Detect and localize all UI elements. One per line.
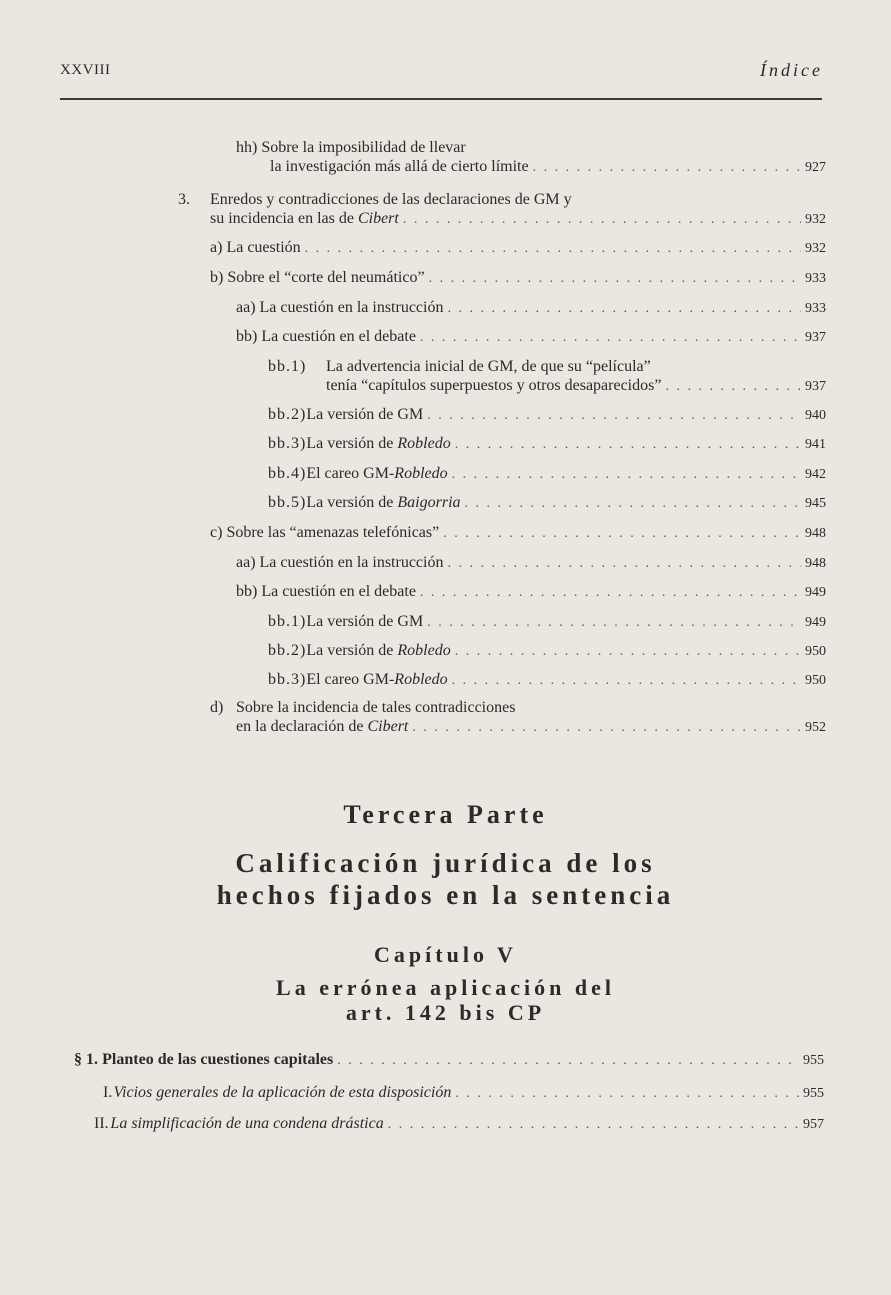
toc-text: La advertencia inicial de GM, de que su “película” [326,358,651,375]
toc-page: 933 [805,271,826,286]
section-label: I. [103,1084,113,1101]
leader-dots [429,269,801,288]
toc-entry-b [210,268,826,288]
section-text: Vicios generales de la aplicación de esta disposición [113,1084,452,1101]
toc-entry-a [210,238,826,258]
toc-page: 937 [805,330,826,345]
toc-text-italic: Robledo [397,435,451,452]
toc-entry-bb2-2 [268,641,826,661]
toc-text: La versión de [306,494,398,511]
toc-page: 941 [805,437,826,452]
section-I [103,1084,824,1102]
chapter-title-line1: La errónea aplicación del [276,975,615,1000]
toc-entry-bb [236,327,826,347]
toc-text: la investigación más allá de cierto límite [270,158,529,175]
toc-text: en la declaración de [236,718,368,735]
toc-entry-bb2 [268,405,826,425]
section-text: La simplificación de una condena drástica [110,1115,384,1132]
section-page: 955 [803,1053,824,1068]
toc-label: d) [210,699,224,716]
toc-page: 932 [805,241,826,256]
toc-entry-bb3 [268,434,826,454]
toc-page: 942 [805,467,826,482]
leader-dots [452,671,801,690]
toc-text: La cuestión en el debate [261,583,416,600]
section-label: II. [94,1115,109,1132]
leader-dots [403,210,801,229]
toc-text-italic: Baigorria [397,494,461,511]
page-number: XXVIII [60,62,111,78]
toc-label: bb.1) [268,613,307,630]
running-header-title: Índice [760,60,823,80]
toc-label: bb.2) [268,642,307,659]
section-page: 957 [803,1117,824,1132]
toc-text-italic: Robledo [394,671,448,688]
toc-page: 945 [805,496,826,511]
leader-dots [427,613,801,632]
toc-page: 933 [805,301,826,316]
leader-dots [533,158,801,177]
leader-dots [420,328,801,347]
toc-label: aa) [236,554,256,571]
toc-label: a) [210,239,223,256]
toc-page: 948 [805,556,826,571]
toc-text: Sobre la incidencia de tales contradicciones [236,699,516,716]
chapter-title-line2: art. 142 bis CP [345,1000,546,1025]
section-label: § 1. [74,1051,98,1068]
section-II [94,1115,824,1133]
toc-text-italic: Robledo [394,465,448,482]
toc-entry-3 [178,190,826,229]
toc-label: bb) [236,328,258,345]
toc-entry-bb3-2 [268,670,826,690]
leader-dots [427,406,801,425]
toc-text: La cuestión en el debate [261,328,416,345]
toc-label: bb.1) [268,358,307,375]
toc-label: b) [210,269,224,286]
toc-label: bb.2) [268,406,307,423]
toc-page: 949 [805,585,826,600]
toc-label: hh) [236,139,258,156]
toc-text: La cuestión en la instrucción [259,554,444,571]
toc-text: su incidencia en las de [210,210,358,227]
toc-page: 948 [805,526,826,541]
toc-label: c) [210,524,223,541]
leader-dots [443,524,801,543]
part-title-line1: Calificación jurídica de los [235,848,656,878]
toc-entry-aa-2 [236,553,826,573]
section-1 [74,1051,824,1069]
toc-text-italic: Cibert [357,210,399,227]
toc-entry-bb1-2 [268,612,826,632]
toc-text-italic: Cibert [367,718,409,735]
toc-text: La versión de GM [306,613,424,630]
toc-entry-aa [236,298,826,318]
part-title-line2: hechos fijados en la sentencia [216,880,675,910]
toc-entry-c [210,523,826,543]
toc-text: La versión de GM [306,406,424,423]
toc-entry-d [210,698,826,737]
leader-dots [305,239,801,258]
leader-dots [337,1053,799,1069]
toc-text: El careo GM- [306,465,395,482]
toc-text: Sobre el “corte del neumático” [227,269,425,286]
toc-page: 952 [805,720,826,735]
toc-text-italic: Robledo [397,642,451,659]
toc-entry-bb5 [268,493,826,513]
toc-entry-bb4 [268,464,826,484]
toc-page: 927 [805,160,826,175]
toc-text: Sobre las “amenazas telefónicas” [226,524,440,541]
leader-dots [412,718,801,737]
toc-label: 3. [178,191,190,208]
toc-entry-bb1 [268,357,826,396]
toc-text: La cuestión en la instrucción [259,299,444,316]
toc-entry-bb-2 [236,582,826,602]
leader-dots [455,642,801,661]
toc-page: 950 [805,673,826,688]
leader-dots [452,465,801,484]
leader-dots [420,583,801,602]
leader-dots [455,1086,799,1102]
toc-label: aa) [236,299,256,316]
toc-text: Sobre la imposibilidad de llevar [261,139,466,156]
leader-dots [465,494,801,513]
toc-text: tenía “capítulos superpuestos y otros desaparecidos” [326,377,662,394]
toc-page: 949 [805,615,826,630]
toc-label: bb.5) [268,494,307,511]
toc-text: Enredos y contradicciones de las declaraciones de GM y [210,191,572,208]
toc-text: La versión de [306,435,398,452]
toc-page: 937 [805,379,826,394]
toc-page: 932 [805,212,826,227]
toc-page: 940 [805,408,826,423]
chapter-label: Capítulo V [374,942,517,967]
toc-text: La cuestión [226,239,301,256]
toc-text: El careo GM- [306,671,395,688]
toc-label: bb) [236,583,258,600]
leader-dots [388,1117,799,1133]
toc-label: bb.3) [268,671,307,688]
section-page: 955 [803,1086,824,1101]
leader-dots [665,377,801,396]
header-rule [60,98,822,100]
toc-entry-hh [236,138,826,177]
part-label: Tercera Parte [343,800,548,829]
toc-text: La versión de [306,642,398,659]
toc-label: bb.3) [268,435,307,452]
toc-label: bb.4) [268,465,307,482]
toc-page: 950 [805,644,826,659]
leader-dots [455,435,801,454]
section-text: Planteo de las cuestiones capitales [102,1051,334,1068]
leader-dots [447,299,801,318]
leader-dots [447,554,801,573]
